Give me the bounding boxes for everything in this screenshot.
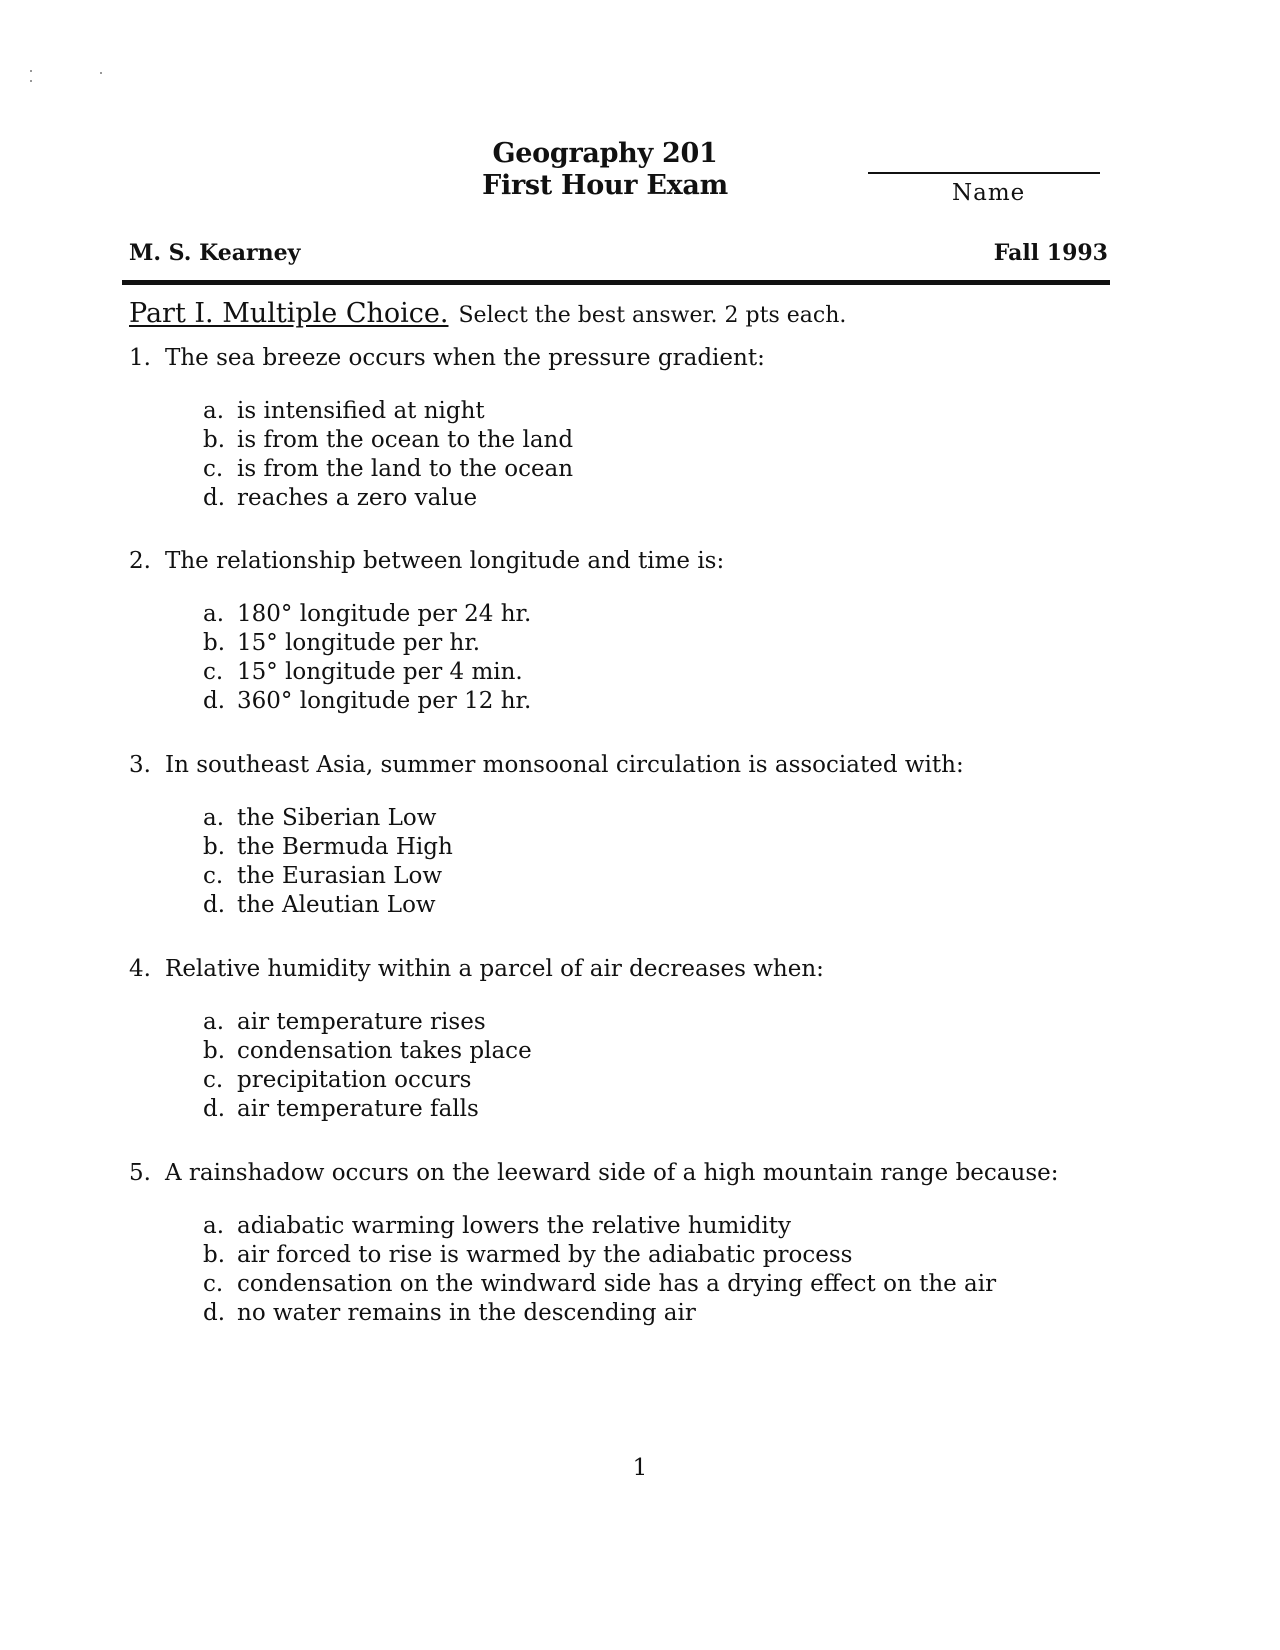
choice-text: reaches a zero value: [237, 485, 478, 511]
question-number: 5.: [129, 1160, 151, 1186]
question-text: The relationship between longitude and time is:: [165, 548, 725, 574]
choice-text: is from the ocean to the land: [237, 427, 574, 453]
choice-letter: a.: [203, 1009, 225, 1035]
choice-letter: b.: [203, 834, 226, 860]
choice-letter: a.: [203, 805, 225, 831]
exam-title: First Hour Exam: [482, 170, 728, 201]
scan-speck: [30, 80, 32, 82]
choice-text: the Siberian Low: [237, 805, 437, 831]
choice-letter: a.: [203, 601, 225, 627]
page-number: 1: [632, 1455, 648, 1481]
choice-text: air forced to rise is warmed by the adiabatic process: [237, 1242, 853, 1268]
choice-list: [203, 804, 1109, 920]
choice-letter: c.: [203, 456, 224, 482]
question-5: [129, 1158, 1109, 1328]
choice-b[interactable]: [203, 426, 1109, 455]
choice-text: 15° longitude per 4 min.: [237, 659, 523, 685]
choice-list: [203, 1212, 1109, 1328]
question-stem: [129, 1158, 1109, 1188]
question-text: In southeast Asia, summer monsoonal circulation is associated with:: [165, 752, 964, 778]
scan-speck: [100, 72, 102, 74]
choice-d[interactable]: [203, 687, 1109, 716]
choice-letter: b.: [203, 427, 226, 453]
choice-text: the Aleutian Low: [237, 892, 436, 918]
question-number: 2.: [129, 548, 151, 574]
choice-letter: d.: [203, 892, 226, 918]
choice-list: [203, 1008, 1109, 1124]
choice-d[interactable]: [203, 1095, 1109, 1124]
instructor-name: M. S. Kearney: [129, 240, 301, 266]
choice-letter: a.: [203, 1213, 225, 1239]
question-stem: [129, 750, 1109, 780]
choice-c[interactable]: [203, 1270, 1109, 1299]
question-number: 4.: [129, 956, 151, 982]
choice-text: 15° longitude per hr.: [237, 630, 481, 656]
choice-letter: b.: [203, 1242, 226, 1268]
choice-c[interactable]: [203, 455, 1109, 484]
choice-text: condensation takes place: [237, 1038, 532, 1064]
choice-text: adiabatic warming lowers the relative humidity: [237, 1213, 792, 1239]
choice-text: the Eurasian Low: [237, 863, 443, 889]
name-blank-line[interactable]: [868, 172, 1100, 174]
part-title: Part I. Multiple Choice.: [129, 298, 449, 329]
choice-letter: d.: [203, 485, 226, 511]
course-title: Geography 201: [492, 138, 718, 169]
choice-a[interactable]: [203, 1008, 1109, 1037]
choice-letter: d.: [203, 688, 226, 714]
choice-c[interactable]: [203, 862, 1109, 891]
choice-text: the Bermuda High: [237, 834, 453, 860]
choice-letter: c.: [203, 863, 224, 889]
choice-text: air temperature falls: [237, 1096, 479, 1122]
choice-a[interactable]: [203, 397, 1109, 426]
choice-text: is intensified at night: [237, 398, 485, 424]
choice-a[interactable]: [203, 1212, 1109, 1241]
choice-text: condensation on the windward side has a drying effect on the air: [237, 1271, 997, 1297]
choice-d[interactable]: [203, 1299, 1109, 1328]
question-2: [129, 546, 1109, 716]
choice-text: is from the land to the ocean: [237, 456, 574, 482]
choice-letter: c.: [203, 1067, 224, 1093]
choice-letter: d.: [203, 1300, 226, 1326]
question-3: [129, 750, 1109, 920]
choice-letter: d.: [203, 1096, 226, 1122]
choice-text: 360° longitude per 12 hr.: [237, 688, 532, 714]
choice-b[interactable]: [203, 833, 1109, 862]
term: Fall 1993: [993, 240, 1108, 266]
choice-letter: a.: [203, 398, 225, 424]
choice-a[interactable]: [203, 804, 1109, 833]
choice-text: no water remains in the descending air: [237, 1300, 696, 1326]
header-rule: [122, 280, 1110, 285]
choice-text: air temperature rises: [237, 1009, 486, 1035]
choice-letter: c.: [203, 659, 224, 685]
question-text: The sea breeze occurs when the pressure gradient:: [165, 345, 765, 371]
question-text: Relative humidity within a parcel of air decreases when:: [165, 956, 824, 982]
choice-c[interactable]: [203, 1066, 1109, 1095]
name-label: Name: [952, 180, 1026, 206]
question-number: 3.: [129, 752, 151, 778]
question-stem: [129, 954, 1109, 984]
choice-a[interactable]: [203, 600, 1109, 629]
question-text: A rainshadow occurs on the leeward side of a high mountain range because:: [165, 1160, 1059, 1186]
choice-text: 180° longitude per 24 hr.: [237, 601, 532, 627]
question-4: [129, 954, 1109, 1124]
choice-b[interactable]: [203, 1037, 1109, 1066]
choice-letter: b.: [203, 1038, 226, 1064]
part-instructions: Select the best answer. 2 pts each.: [458, 303, 847, 328]
question-stem: [129, 343, 1109, 373]
choice-b[interactable]: [203, 1241, 1109, 1270]
question-number: 1.: [129, 345, 151, 371]
choice-d[interactable]: [203, 891, 1109, 920]
choice-b[interactable]: [203, 629, 1109, 658]
choice-list: [203, 397, 1109, 513]
question-1: [129, 343, 1109, 513]
exam-title-block: [480, 138, 730, 202]
part-header: [129, 298, 846, 329]
question-stem: [129, 546, 1109, 576]
choice-letter: b.: [203, 630, 226, 656]
choice-c[interactable]: [203, 658, 1109, 687]
choice-d[interactable]: [203, 484, 1109, 513]
scan-speck: [30, 70, 32, 72]
choice-text: precipitation occurs: [237, 1067, 472, 1093]
choice-list: [203, 600, 1109, 716]
choice-letter: c.: [203, 1271, 224, 1297]
